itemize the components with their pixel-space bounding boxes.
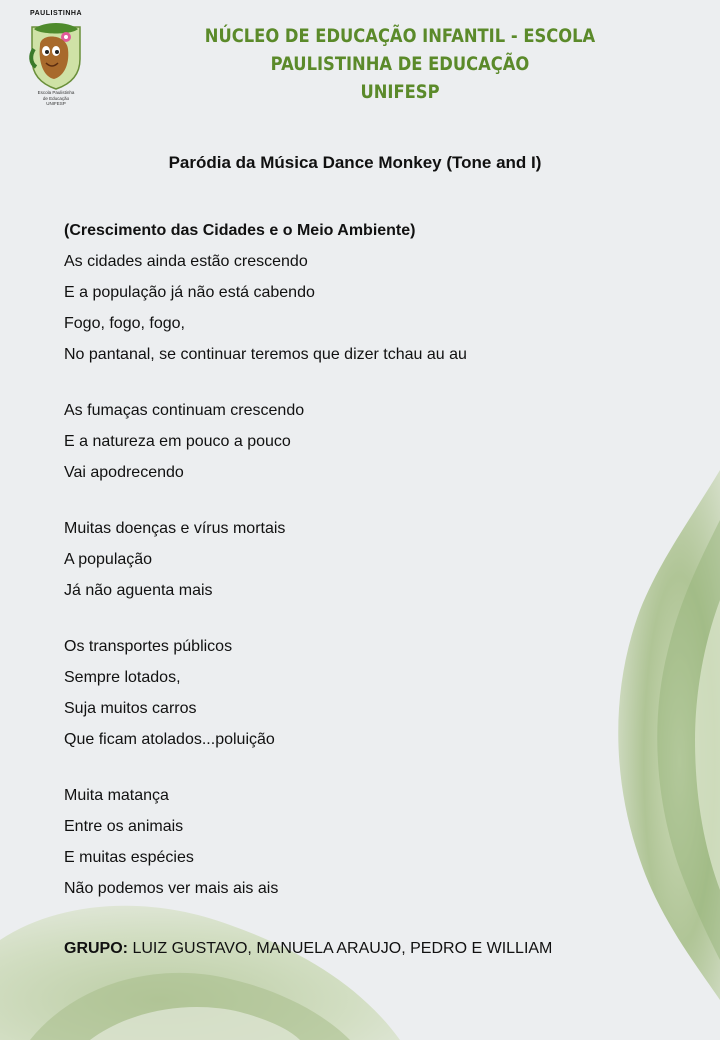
mascot-icon [26, 19, 86, 91]
group-label: GRUPO: [64, 940, 128, 957]
logo-caption: Escola Paulistinha de Educação UNIFESP [37, 90, 75, 106]
lyric-line: Muitas doenças e vírus mortais [64, 520, 286, 537]
stanza-4 [64, 635, 624, 759]
group-members: LUIZ GUSTAVO, MANUELA ARAUJO, PEDRO E WILLIAM [128, 940, 553, 957]
page-title: Paródia da Música Dance Monkey (Tone and I) [168, 153, 542, 172]
lyric-line: Sempre lotados, [64, 669, 181, 686]
lyric-line: E a população já não está cabendo [64, 284, 315, 301]
lyric-line: Fogo, fogo, fogo, [64, 315, 185, 332]
page-header [142, 22, 658, 106]
lyric-line: No pantanal, se continuar teremos que dizer tchau au au [64, 346, 467, 363]
stanza-1 [64, 250, 624, 374]
lyric-line: Entre os animais [64, 818, 184, 835]
stanza-3 [64, 517, 624, 610]
lyric-line: As fumaças continuam crescendo [64, 402, 305, 419]
lyric-line: Que ficam atolados...poluição [64, 731, 275, 748]
lyrics-heading: (Crescimento das Cidades e o Meio Ambiente) [64, 222, 416, 239]
lyric-line: Já não aguenta mais [64, 582, 213, 599]
lyric-line: Muita matança [64, 787, 169, 804]
lyric-line: E a natureza em pouco a pouco [64, 433, 291, 450]
lyric-line: E muitas espécies [64, 849, 194, 866]
lyric-line: Vai apodrecendo [64, 464, 184, 481]
lyric-line: A população [64, 551, 153, 568]
lyric-line: Suja muitos carros [64, 700, 197, 717]
lyrics [64, 219, 624, 908]
logo-name: PAULISTINHA [29, 10, 83, 17]
header-line-2: UNIFESP [360, 81, 440, 103]
header-line-1: NÚCLEO DE EDUCAÇÃO INFANTIL - ESCOLA PAULISTINHA DE EDUCAÇÃO [204, 25, 596, 75]
stanza-5 [64, 784, 624, 908]
school-logo [22, 10, 90, 106]
stanza-2 [64, 399, 624, 492]
lyric-line: Os transportes públicos [64, 638, 233, 655]
group-credits [64, 940, 552, 958]
lyric-line: Não podemos ver mais ais ais [64, 880, 279, 897]
lyric-line: As cidades ainda estão crescendo [64, 253, 308, 270]
